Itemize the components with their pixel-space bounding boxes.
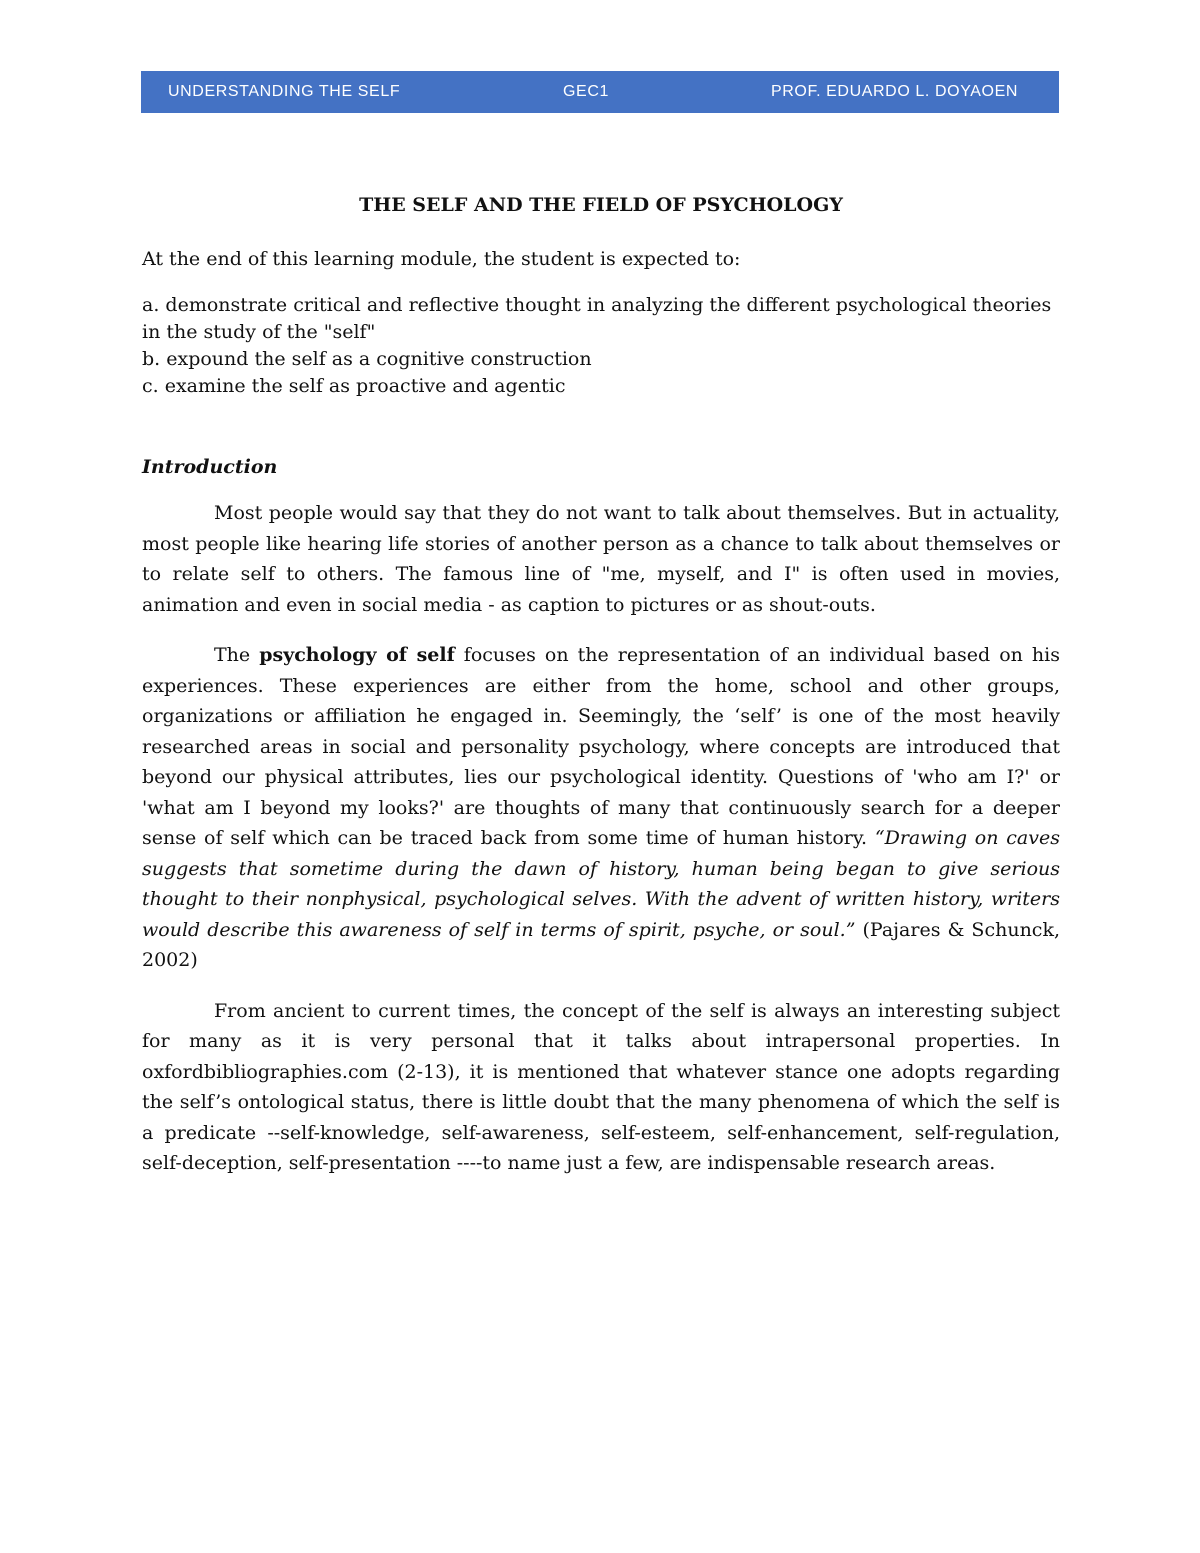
objective-item-c: c. examine the self as proactive and agentic [142, 375, 566, 397]
objectives-list [142, 292, 1060, 400]
paragraph-2-citation: (Pajares & Schunck, 2002) [142, 918, 1060, 971]
page-title: THE SELF AND THE FIELD OF PSYCHOLOGY [359, 194, 843, 216]
paragraph-3: From ancient to current times, the concept of the self is always an interesting subject for many as it is very personal that it talks about intrapersonal properties. In oxfordbibliographies.com (2-13), it is mentioned that whatever stance one adopts regarding the self’s ontological status, there is little doubt that the many phenomena of which the self is a predicate --self-knowledge, self-awareness, self-esteem, self-enhancement, self-regulation, self-deception, self-presentation ----to name just a few, are indispensable research areas. [142, 999, 1060, 1174]
paragraph-2 [142, 640, 1060, 976]
section-heading-introduction: Introduction [142, 456, 278, 478]
header-bar [141, 71, 1059, 113]
document-body [142, 190, 1060, 1199]
header-course: UNDERSTANDING THE SELF [168, 83, 401, 100]
paragraph-2-quote: “Drawing on caves suggests that sometime during the dawn of history, human being began to give serious thought to their nonphysical, psychological selves. With the advent of written history, writers would describe this awareness of self in terms of spirit, psyche, or soul.” [142, 827, 1060, 941]
objective-item-a: a. demonstrate critical and reflective thought in analyzing the different psychological theories in the study of the "self" [142, 294, 1052, 343]
header-course-code: GEC1 [563, 83, 609, 100]
objective-item-b: b. expound the self as a cognitive construction [142, 348, 592, 370]
paragraph-1: Most people would say that they do not want to talk about themselves. But in actuality, most people like hearing life stories of another person as a chance to talk about themselves or to relate self to others. The famous line of "me, myself, and I" is often used in movies, animation and even in social media - as caption to pictures or as shout-outs. [142, 502, 1060, 616]
paragraph-2-key-term: psychology of self [259, 644, 455, 666]
header-instructor: PROF. EDUARDO L. DOYAOEN [771, 83, 1019, 100]
paragraph-2-body: focuses on the representation of an individual based on his experiences. These experiences are either from the home, school and other groups, organizations or affiliation he engaged in. Seemingly, the ‘self’ is one of the most heavily researched areas in social and personality psychology, where concepts are introduced that beyond our physical attributes, lies our psychological identity. Questions of 'who am I?' or 'what am I beyond my looks?' are thoughts of many that continuously search for a deeper sense of self which can be traced back from some time of human history. [142, 644, 1060, 849]
objectives-intro: At the end of this learning module, the student is expected to: [142, 248, 741, 270]
paragraph-2-lead: The [214, 644, 260, 666]
